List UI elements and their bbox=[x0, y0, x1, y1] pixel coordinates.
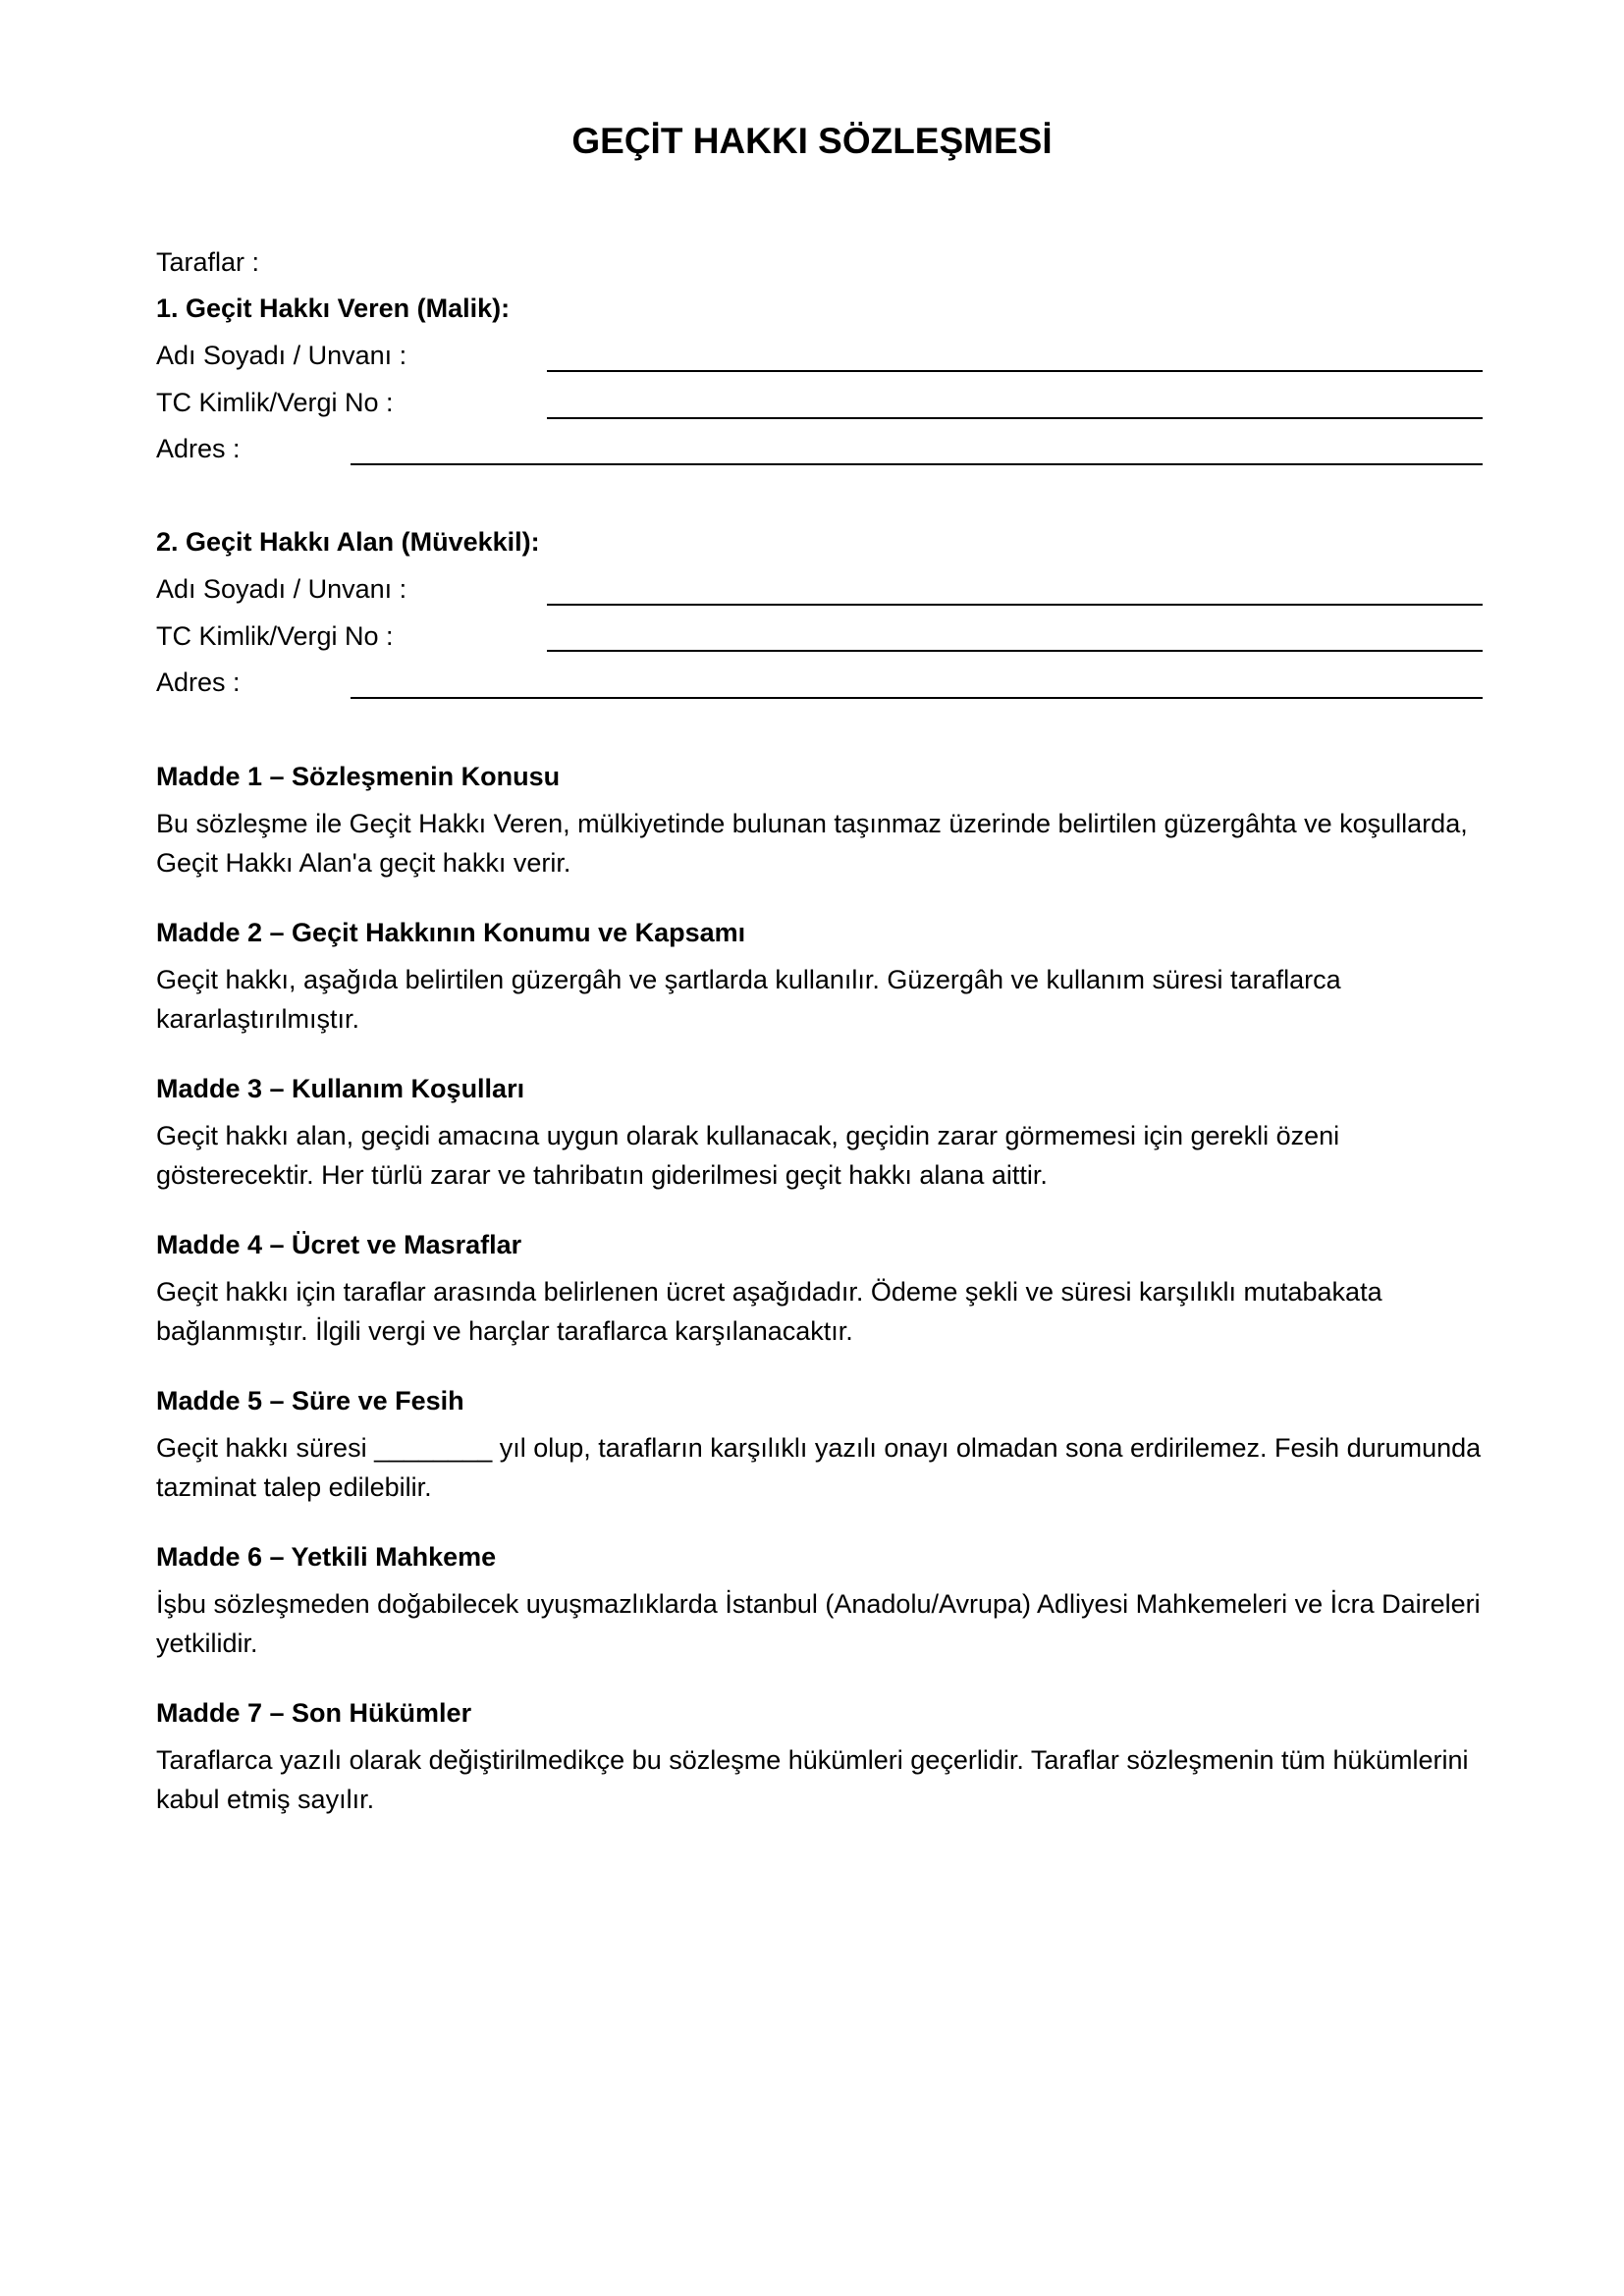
document-title: GEÇİT HAKKI SÖZLEŞMESİ bbox=[571, 121, 1053, 161]
article-6-heading: Madde 6 – Yetkili Mahkeme bbox=[156, 1542, 497, 1572]
grantor-name-fill-line bbox=[547, 370, 1483, 372]
grantee-address-fill-line bbox=[351, 697, 1483, 699]
grantor-address-label: Adres : bbox=[156, 434, 241, 463]
grantee-name-label: Adı Soyadı / Unvanı : bbox=[156, 574, 407, 604]
article-5-heading: Madde 5 – Süre ve Fesih bbox=[156, 1386, 464, 1415]
article-2-heading: Madde 2 – Geçit Hakkının Konumu ve Kapsamı bbox=[156, 918, 746, 947]
article-7-heading: Madde 7 – Son Hükümler bbox=[156, 1698, 472, 1728]
grantee-heading: 2. Geçit Hakkı Alan (Müvekkil): bbox=[156, 527, 540, 557]
article-2-body: Geçit hakkı, aşağıda belirtilen güzergâh ve şartlarda kullanılır. Güzergâh ve kullanım süresi taraflarca kararlaştırılmıştır. bbox=[156, 965, 1341, 1034]
article-4-body: Geçit hakkı için taraflar arasında belirlenen ücret aşağıdadır. Ödeme şekli ve süresi karşılıklı mutabakata bağlanmıştır. İlgili vergi ve harçlar taraflarca karşılanacaktır. bbox=[156, 1277, 1382, 1346]
grantee-id-label: TC Kimlik/Vergi No : bbox=[156, 621, 394, 651]
article-1-body: Bu sözleşme ile Geçit Hakkı Veren, mülkiyetinde bulunan taşınmaz üzerinde belirtilen güzergâhta ve koşullarda, Geçit Hakkı Alan'a geçit hakkı verir. bbox=[156, 809, 1468, 878]
grantor-id-fill-line bbox=[547, 417, 1483, 419]
grantee-id-fill-line bbox=[547, 650, 1483, 652]
article-1-heading: Madde 1 – Sözleşmenin Konusu bbox=[156, 762, 561, 791]
grantor-address-fill-line bbox=[351, 463, 1483, 465]
grantor-heading: 1. Geçit Hakkı Veren (Malik): bbox=[156, 294, 511, 323]
grantee-name-fill-line bbox=[547, 604, 1483, 606]
grantor-id-label: TC Kimlik/Vergi No : bbox=[156, 388, 394, 417]
grantee-address-label: Adres : bbox=[156, 667, 241, 697]
article-6-body: İşbu sözleşmeden doğabilecek uyuşmazlıklarda İstanbul (Anadolu/Avrupa) Adliyesi Mahkemeleri ve İcra Daireleri yetkilidir. bbox=[156, 1589, 1481, 1658]
parties-heading: Taraflar : bbox=[156, 247, 260, 277]
article-3-body: Geçit hakkı alan, geçidi amacına uygun olarak kullanacak, geçidin zarar görmemesi için gerekli özeni gösterecektir. Her türlü zarar ve tahribatın giderilmesi geçit hakkı alana aittir. bbox=[156, 1121, 1340, 1190]
article-5-body: Geçit hakkı süresi ________ yıl olup, tarafların karşılıklı yazılı onayı olmadan sona erdirilemez. Fesih durumunda tazminat talep edilebilir. bbox=[156, 1433, 1482, 1502]
grantor-name-label: Adı Soyadı / Unvanı : bbox=[156, 341, 407, 370]
article-3-heading: Madde 3 – Kullanım Koşulları bbox=[156, 1074, 525, 1103]
article-4-heading: Madde 4 – Ücret ve Masraflar bbox=[156, 1230, 522, 1259]
article-7-body: Taraflarca yazılı olarak değiştirilmedikçe bu sözleşme hükümleri geçerlidir. Taraflar sözleşmenin tüm hükümlerini kabul etmiş sayılır. bbox=[156, 1745, 1469, 1814]
